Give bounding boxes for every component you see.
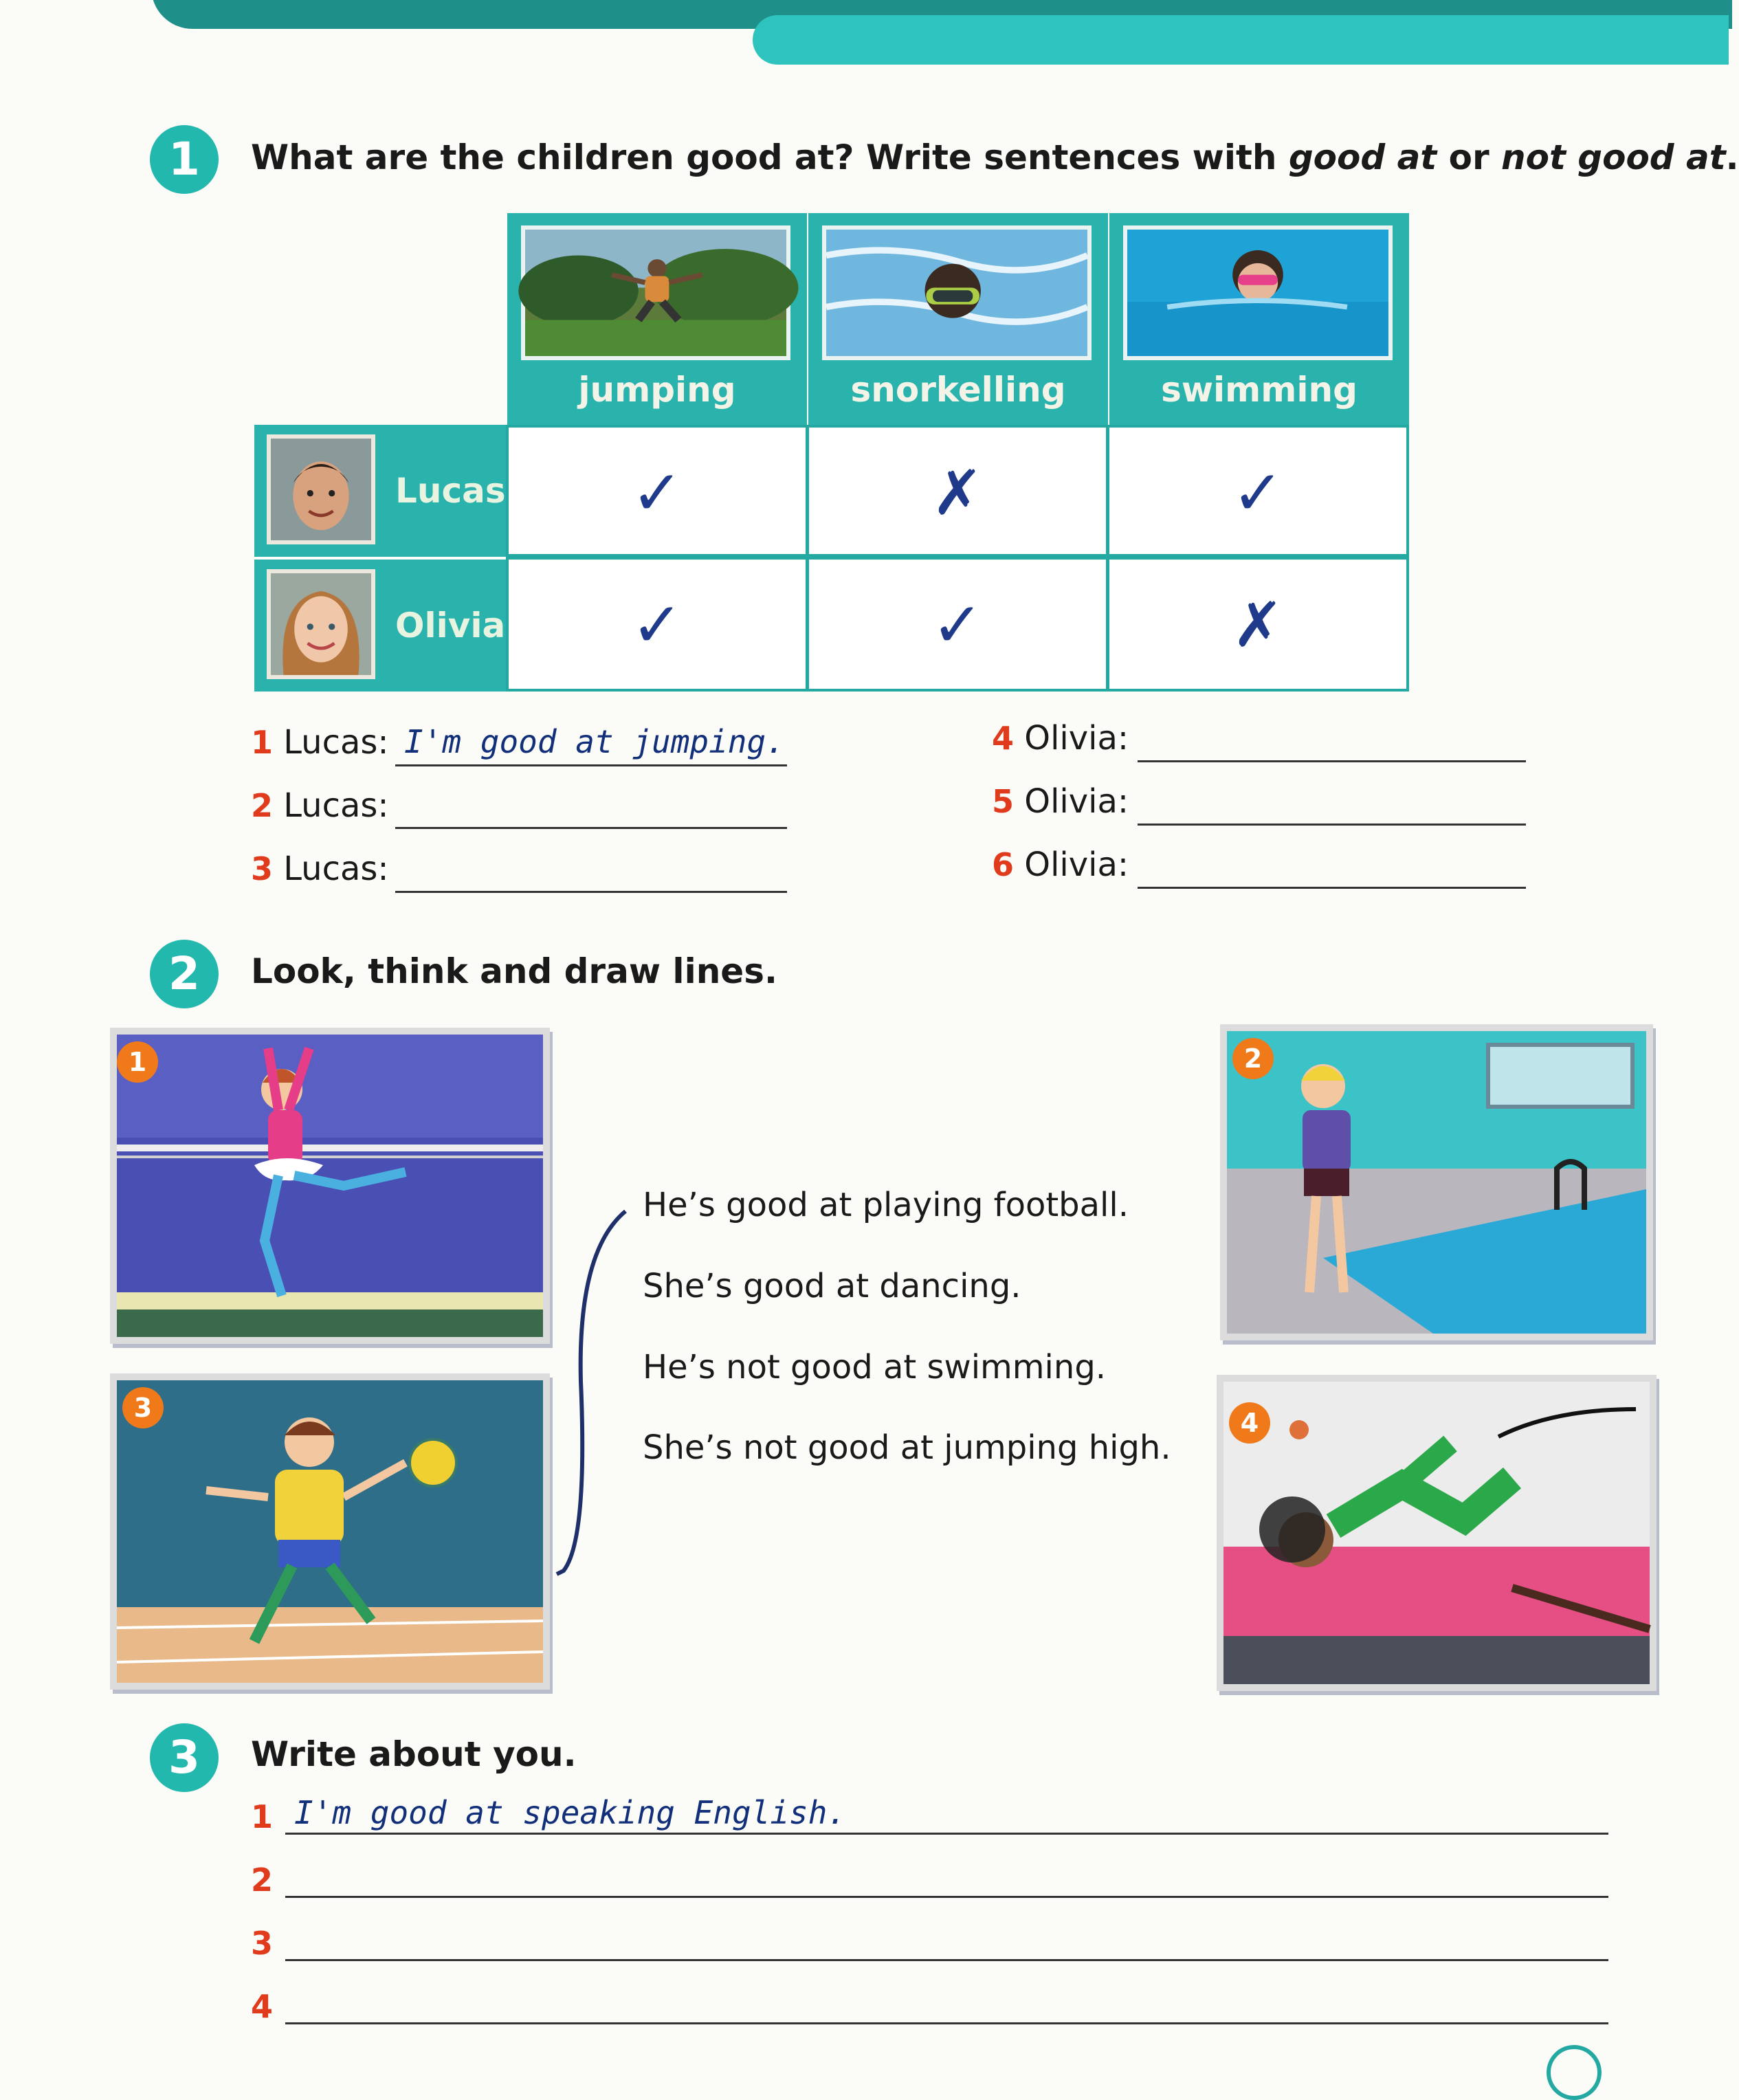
tick-mark: ✓: [631, 457, 683, 529]
answer-line-2[interactable]: [395, 827, 787, 829]
cell-lucas-jumping: [506, 425, 808, 557]
sentence-1[interactable]: He’s good at playing football.: [643, 1186, 1129, 1224]
picture-swimming: [1220, 1024, 1653, 1340]
header-jumping: [507, 213, 807, 426]
activity-label: swimming: [1161, 370, 1358, 410]
exercise-3-instruction: Write about you.: [251, 1734, 577, 1774]
sentence-4[interactable]: She’s not good at jumping high.: [643, 1428, 1171, 1467]
answer-line-5[interactable]: [1138, 824, 1526, 826]
write-line-number-4: 4: [251, 1988, 274, 2025]
sentence-3[interactable]: He’s not good at swimming.: [643, 1348, 1107, 1386]
olivia-photo: [267, 569, 375, 679]
football-illustration: [117, 1380, 543, 1683]
answer-line-6[interactable]: [1138, 887, 1526, 889]
question-5: 5 Olivia:: [992, 782, 1129, 821]
sentence-2[interactable]: She’s good at dancing.: [643, 1267, 1021, 1305]
cell-olivia-swimming: [1107, 557, 1409, 692]
cell-lucas-swimming: [1107, 425, 1409, 557]
activity-label: jumping: [578, 370, 736, 410]
picture-number: 4: [1229, 1402, 1270, 1444]
cross-mark: ✗: [931, 457, 984, 529]
picture-number: 1: [117, 1041, 158, 1083]
write-line-3[interactable]: [285, 1959, 1608, 1961]
write-line-number-2: 2: [251, 1861, 274, 1899]
header-swimming: [1109, 213, 1409, 426]
question-3: 3 Lucas:: [251, 850, 389, 888]
picture-jumping-high: [1217, 1375, 1657, 1691]
exercise-1-badge: 1: [150, 125, 219, 194]
write-line-1[interactable]: [285, 1833, 1608, 1835]
header-snorkelling: [808, 213, 1108, 426]
lucas-photo: [267, 434, 375, 544]
swimming-illustration: [1227, 1031, 1646, 1334]
answer-line-3[interactable]: [395, 891, 787, 893]
tick-mark: ✓: [931, 589, 984, 661]
activity-label: snorkelling: [850, 370, 1066, 410]
tick-mark: ✓: [1232, 457, 1284, 529]
child-name: Lucas: [395, 471, 506, 511]
cell-olivia-jumping: [506, 557, 808, 692]
cell-lucas-snorkelling: [806, 425, 1109, 557]
header-band-light: [753, 15, 1729, 65]
exercise-1-instruction: What are the children good at? Write sentences with good at or not good at.: [251, 137, 1739, 177]
dancing-illustration: [117, 1035, 543, 1337]
answer-line-4[interactable]: [1138, 760, 1526, 762]
question-1: 1 Lucas:: [251, 723, 389, 762]
question-2: 2 Lucas:: [251, 786, 389, 825]
swimming-photo: [1123, 225, 1393, 360]
child-name: Olivia: [395, 606, 506, 645]
write-line-2[interactable]: [285, 1896, 1608, 1898]
cross-mark: ✗: [1232, 589, 1284, 661]
write-line-number-3: 3: [251, 1925, 274, 1962]
row-header-lucas: [254, 425, 507, 557]
answer-1: I'm good at jumping.: [404, 723, 785, 760]
exercise-2-instruction: Look, think and draw lines.: [251, 951, 777, 991]
answer-line-1[interactable]: [395, 764, 787, 766]
picture-number: 2: [1232, 1038, 1274, 1079]
example-drawn-line: [550, 1210, 632, 1581]
question-4: 4 Olivia:: [992, 719, 1129, 758]
tick-mark: ✓: [631, 589, 683, 661]
picture-football: [110, 1373, 550, 1690]
jumping-photo: [521, 225, 790, 360]
row-header-olivia: [254, 560, 507, 692]
page-corner-circle: [1547, 2045, 1602, 2100]
question-6: 6 Olivia:: [992, 845, 1129, 884]
cell-olivia-snorkelling: [806, 557, 1109, 692]
exercise-3-badge: 3: [150, 1723, 219, 1792]
write-answer-1: I'm good at speaking English.: [294, 1794, 847, 1831]
jumping-high-illustration: [1223, 1382, 1650, 1684]
write-line-number-1: 1: [251, 1798, 274, 1835]
write-line-4[interactable]: [285, 2022, 1608, 2024]
snorkelling-photo: [822, 225, 1092, 360]
exercise-2-badge: 2: [150, 940, 219, 1008]
picture-dancing: [110, 1028, 550, 1344]
picture-number: 3: [122, 1387, 164, 1428]
